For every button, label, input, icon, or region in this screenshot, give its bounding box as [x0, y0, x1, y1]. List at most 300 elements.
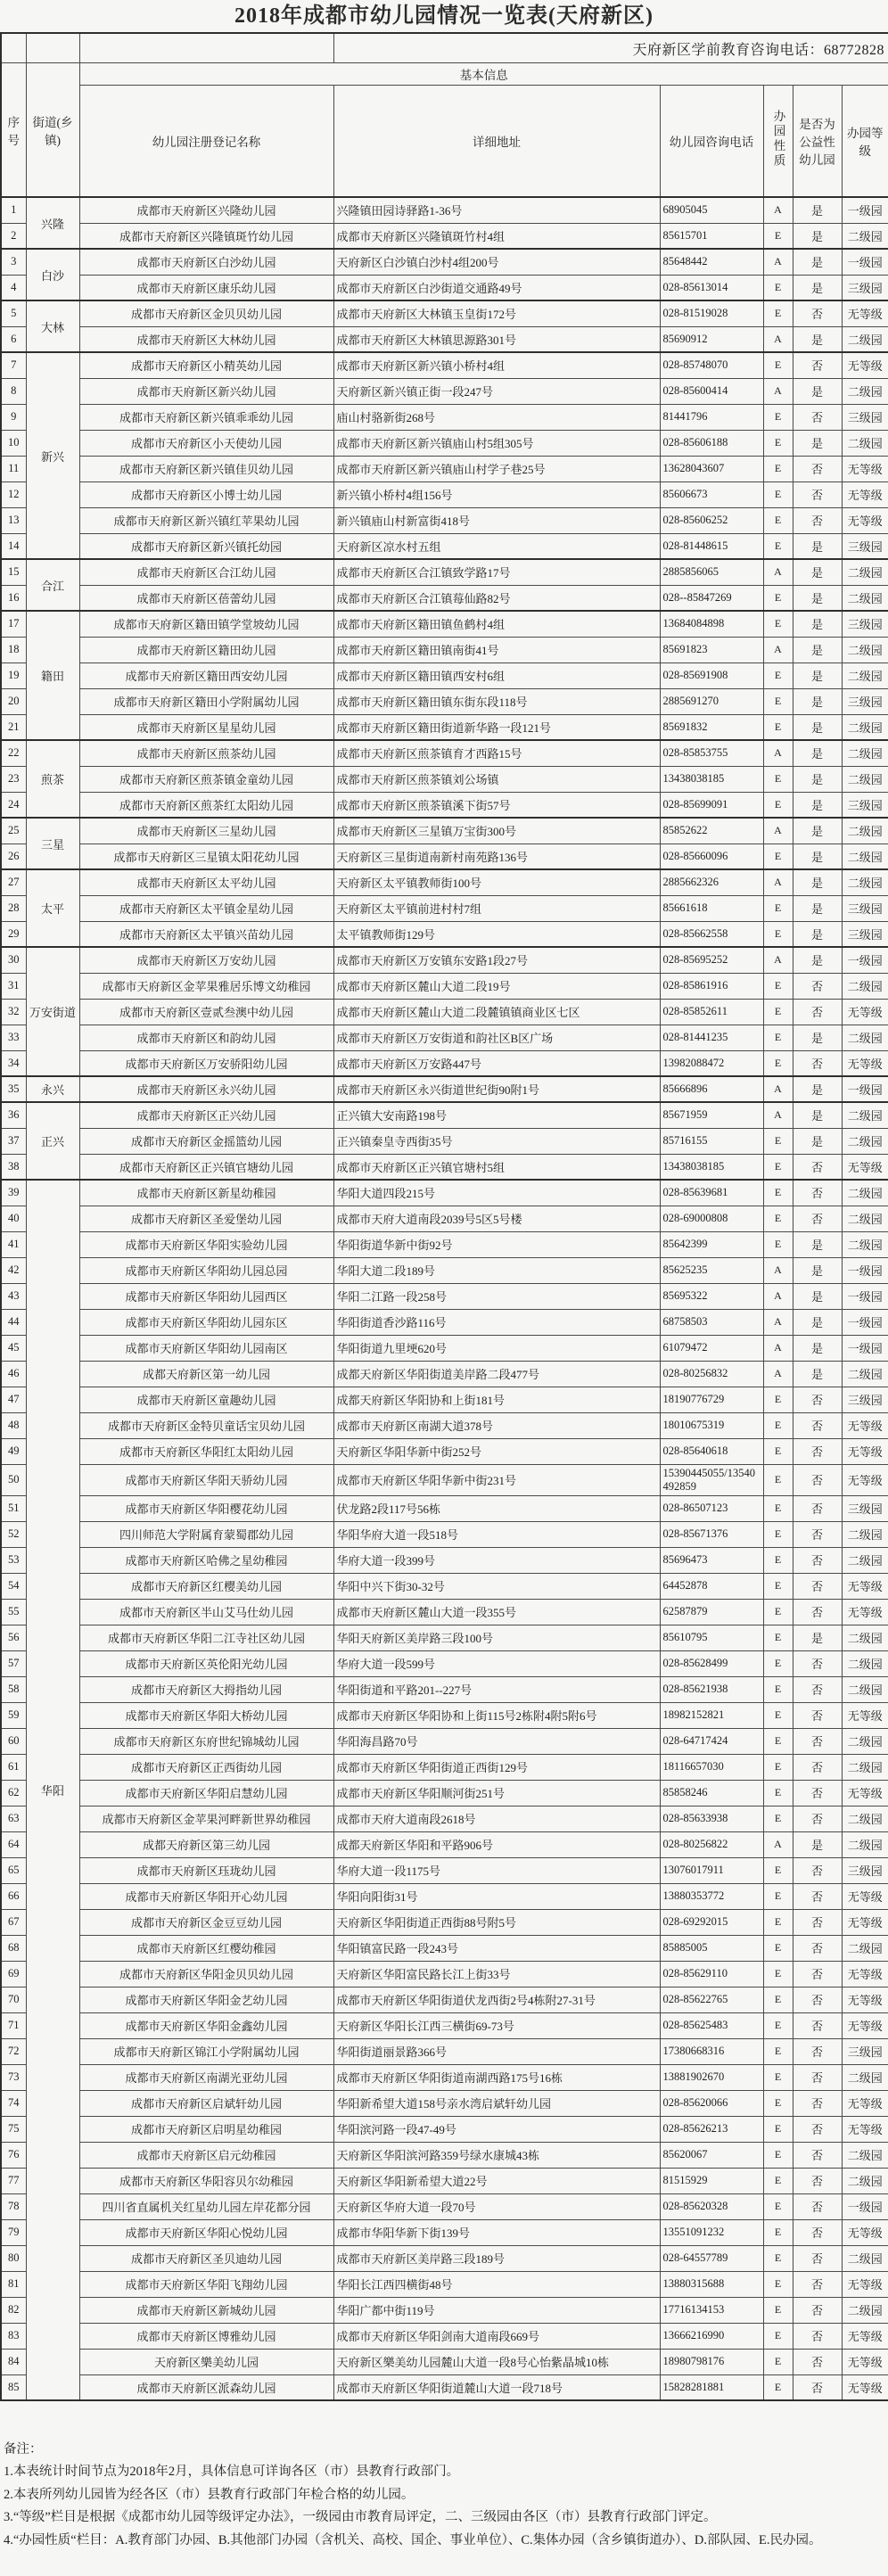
grade-cell: 二级园	[842, 637, 888, 663]
table-row	[1, 1573, 888, 1599]
public-cell: 是	[793, 378, 842, 404]
public-cell: 否	[793, 1206, 842, 1231]
name-cell: 成都市天府新区锦江小学附属幼儿园	[79, 2038, 333, 2064]
nature-cell: E	[763, 1754, 793, 1780]
grade-cell: 无等级	[842, 2349, 888, 2374]
table-row	[1, 1283, 888, 1309]
row-number-cell: 81	[1, 2271, 26, 2297]
nature-cell: A	[763, 1257, 793, 1283]
table-row	[1, 1935, 888, 1961]
public-cell: 否	[793, 2168, 842, 2193]
grade-cell: 无等级	[842, 1050, 888, 1076]
row-number-cell: 41	[1, 1231, 26, 1257]
phone-cell: 15390445055/13540492859	[660, 1464, 763, 1495]
row-number-cell: 36	[1, 1102, 26, 1128]
row-number-cell: 62	[1, 1780, 26, 1806]
name-cell: 成都市天府新区金豆豆幼儿园	[79, 1909, 333, 1935]
grade-cell: 二级园	[842, 1025, 888, 1050]
public-cell: 否	[793, 1438, 842, 1464]
table-row	[1, 249, 888, 275]
name-cell: 成都市天府新区大拇指幼儿园	[79, 1676, 333, 1702]
row-number-cell: 1	[1, 197, 26, 223]
table-row	[1, 2271, 888, 2297]
nature-cell: A	[763, 559, 793, 585]
row-number-cell: 42	[1, 1257, 26, 1283]
public-cell: 否	[793, 1412, 842, 1438]
row-number-cell: 13	[1, 507, 26, 533]
row-number-cell: 76	[1, 2142, 26, 2168]
name-cell: 成都市天府新区和韵幼儿园	[79, 1025, 333, 1050]
row-number-cell: 72	[1, 2038, 26, 2064]
address-cell: 华阳向阳街31号	[333, 1883, 660, 1909]
row-number-cell: 68	[1, 1935, 26, 1961]
address-cell: 成都市天府新区华阳街道麓山大道一段718号	[333, 2374, 660, 2400]
name-cell: 成都市天府新区太平幼儿园	[79, 869, 333, 895]
address-cell: 华阳街道丽景路366号	[333, 2038, 660, 2064]
grade-cell: 二级园	[842, 585, 888, 611]
table-row	[1, 2349, 888, 2374]
table-row	[1, 1547, 888, 1573]
address-cell: 成都市天府新区麓山大道一段355号	[333, 1599, 660, 1625]
phone-cell: 85666896	[660, 1076, 763, 1102]
section-header-basic-info: 基本信息	[79, 63, 888, 86]
name-cell: 成都市天府新区华阳金鑫幼儿园	[79, 2012, 333, 2038]
phone-cell: 18116657030	[660, 1754, 763, 1780]
row-number-cell: 63	[1, 1806, 26, 1831]
public-cell: 否	[793, 2323, 842, 2349]
table-body	[1, 197, 888, 2400]
table-row	[1, 2012, 888, 2038]
name-cell: 成都市天府新区煎茶幼儿园	[79, 740, 333, 766]
address-cell: 华府大道一段399号	[333, 1547, 660, 1573]
grade-cell: 一级园	[842, 2193, 888, 2219]
name-cell: 成都市天府新区华阳飞翔幼儿园	[79, 2271, 333, 2297]
address-cell: 成都市华阳华新下街139号	[333, 2219, 660, 2245]
header-no: 序号	[1, 63, 26, 198]
phone-cell: 13551091232	[660, 2219, 763, 2245]
nature-cell: A	[763, 947, 793, 973]
nature-cell: A	[763, 1335, 793, 1361]
grade-cell: 二级园	[842, 1206, 888, 1231]
table-row	[1, 1599, 888, 1625]
address-cell: 成都市天府新区三星镇万宝街300号	[333, 818, 660, 844]
table-row	[1, 559, 888, 585]
public-cell: 否	[793, 2012, 842, 2038]
address-cell: 天府新区樂美幼儿园麓山大道一段8号心怡紫晶城10栋	[333, 2349, 660, 2374]
row-number-cell: 34	[1, 1050, 26, 1076]
nature-cell: E	[763, 2349, 793, 2374]
public-cell: 是	[793, 688, 842, 714]
row-number-cell: 70	[1, 1987, 26, 2012]
table-row	[1, 1464, 888, 1495]
address-cell: 天府新区华阳滨河路359号绿水康城43栋	[333, 2142, 660, 2168]
address-cell: 华阳街道和平路201--227号	[333, 1676, 660, 1702]
nature-cell: E	[763, 611, 793, 637]
nature-cell: E	[763, 1050, 793, 1076]
header-public: 是否为公益性幼儿园	[793, 86, 842, 198]
phone-cell: 028-85625483	[660, 2012, 763, 2038]
grade-cell: 三级园	[842, 895, 888, 921]
name-cell: 成都市天府新区博雅幼儿园	[79, 2323, 333, 2349]
empty-cell	[26, 33, 79, 63]
name-cell: 成都市天府新区壹贰叁澳中幼儿园	[79, 999, 333, 1025]
table-row	[1, 1702, 888, 1728]
nature-cell: E	[763, 1231, 793, 1257]
nature-cell: E	[763, 352, 793, 378]
address-cell: 天府新区华阳街道正西街88号附5号	[333, 1909, 660, 1935]
phone-cell: 85691832	[660, 714, 763, 740]
public-cell: 是	[793, 895, 842, 921]
page-title: 2018年成都市幼儿园情况一览表(天府新区)	[234, 4, 654, 28]
row-number-cell: 12	[1, 481, 26, 507]
address-cell: 成都市天府新区万安镇东安路1段27号	[333, 947, 660, 973]
public-cell: 否	[793, 300, 842, 326]
nature-cell: E	[763, 1780, 793, 1806]
public-cell: 否	[793, 1676, 842, 1702]
phone-cell: 028-85640618	[660, 1438, 763, 1464]
row-number-cell: 3	[1, 249, 26, 275]
address-cell: 天府新区新兴镇正街一段247号	[333, 378, 660, 404]
nature-cell: E	[763, 2245, 793, 2271]
row-number-cell: 47	[1, 1387, 26, 1412]
table-row	[1, 1650, 888, 1676]
row-number-cell: 46	[1, 1361, 26, 1387]
public-cell: 否	[793, 1050, 842, 1076]
address-cell: 成都市天府新区籍田镇南街41号	[333, 637, 660, 663]
nature-cell: E	[763, 404, 793, 430]
public-cell: 否	[793, 507, 842, 533]
phone-cell: 18980798176	[660, 2349, 763, 2374]
name-cell: 成都市天府新区万安幼儿园	[79, 947, 333, 973]
grade-cell: 二级园	[842, 1676, 888, 1702]
public-cell: 否	[793, 2245, 842, 2271]
nature-cell: E	[763, 2168, 793, 2193]
grade-cell: 二级园	[842, 326, 888, 352]
name-cell: 成都天府新区第三幼儿园	[79, 1831, 333, 1857]
name-cell: 成都市天府新区新兴镇托幼园	[79, 533, 333, 559]
row-number-cell: 44	[1, 1309, 26, 1335]
table-row	[1, 869, 888, 895]
name-cell: 成都市天府新区金贝贝幼儿园	[79, 300, 333, 326]
name-cell: 成都市天府新区华阳容贝尔幼稚园	[79, 2168, 333, 2193]
table-row	[1, 2323, 888, 2349]
public-cell: 否	[793, 1806, 842, 1831]
name-cell: 成都市天府新区半山艾马仕幼儿园	[79, 1599, 333, 1625]
public-cell: 否	[793, 2374, 842, 2400]
grade-cell: 无等级	[842, 352, 888, 378]
table-row	[1, 1780, 888, 1806]
nature-cell: E	[763, 533, 793, 559]
public-cell: 是	[793, 275, 842, 300]
table-row	[1, 1050, 888, 1076]
address-cell: 天府新区华阳新希望大道22号	[333, 2168, 660, 2193]
note-item-2: 2.本表所列幼儿园皆为经各区（市）县教育行政部门年检合格的幼儿园。	[4, 2487, 415, 2502]
nature-cell: E	[763, 1387, 793, 1412]
name-cell: 成都市天府新区童趣幼儿园	[79, 1387, 333, 1412]
nature-cell: E	[763, 2012, 793, 2038]
public-cell: 否	[793, 352, 842, 378]
nature-cell: E	[763, 2090, 793, 2116]
row-number-cell: 18	[1, 637, 26, 663]
phone-cell: 13438038185	[660, 766, 763, 792]
public-cell: 否	[793, 456, 842, 481]
table-row	[1, 1438, 888, 1464]
row-number-cell: 59	[1, 1702, 26, 1728]
name-cell: 四川师范大学附属育蒙蜀郡幼儿园	[79, 1521, 333, 1547]
nature-cell: A	[763, 1361, 793, 1387]
public-cell: 是	[793, 559, 842, 585]
public-cell: 否	[793, 2349, 842, 2374]
row-number-cell: 73	[1, 2064, 26, 2090]
public-cell: 否	[793, 1883, 842, 1909]
address-cell: 华阳大道四段215号	[333, 1180, 660, 1206]
public-cell: 否	[793, 1180, 842, 1206]
notes-label: 备注：	[4, 2442, 43, 2457]
address-cell: 华府大道一段599号	[333, 1650, 660, 1676]
name-cell: 成都市天府新区珏珑幼儿园	[79, 1857, 333, 1883]
public-cell: 是	[793, 197, 842, 223]
table-row	[1, 1806, 888, 1831]
public-cell: 否	[793, 1495, 842, 1521]
public-cell: 否	[793, 2142, 842, 2168]
nature-cell: E	[763, 300, 793, 326]
grade-cell: 无等级	[842, 2323, 888, 2349]
nature-cell: E	[763, 1676, 793, 1702]
table-row	[1, 1625, 888, 1650]
name-cell: 成都市天府新区新星幼稚园	[79, 1180, 333, 1206]
name-cell: 成都市天府新区星星幼儿园	[79, 714, 333, 740]
public-cell: 是	[793, 637, 842, 663]
header-nature: 办园性质	[763, 86, 793, 198]
public-cell: 否	[793, 1754, 842, 1780]
grade-cell: 二级园	[842, 1361, 888, 1387]
public-cell: 是	[793, 844, 842, 869]
grade-cell: 无等级	[842, 2374, 888, 2400]
table-row	[1, 1309, 888, 1335]
row-number-cell: 56	[1, 1625, 26, 1650]
grade-cell: 三级园	[842, 921, 888, 947]
nature-cell: E	[763, 766, 793, 792]
nature-cell: E	[763, 2271, 793, 2297]
table-row	[1, 197, 888, 223]
row-number-cell: 7	[1, 352, 26, 378]
grade-cell: 二级园	[842, 2064, 888, 2090]
phone-cell: 028-85628499	[660, 1650, 763, 1676]
address-cell: 成都市天府新区籍田街道新华路一段121号	[333, 714, 660, 740]
row-number-cell: 51	[1, 1495, 26, 1521]
nature-cell: A	[763, 1283, 793, 1309]
name-cell: 成都市天府新区小博士幼儿园	[79, 481, 333, 507]
phone-cell: 85716155	[660, 1128, 763, 1154]
grade-cell: 二级园	[842, 378, 888, 404]
grade-cell: 二级园	[842, 430, 888, 456]
public-cell: 否	[793, 2193, 842, 2219]
nature-cell: E	[763, 844, 793, 869]
public-cell: 否	[793, 2064, 842, 2090]
row-number-cell: 45	[1, 1335, 26, 1361]
address-cell: 太平镇教师街129号	[333, 921, 660, 947]
grade-cell: 无等级	[842, 456, 888, 481]
name-cell: 成都市天府新区启明星幼稚园	[79, 2116, 333, 2142]
table-row	[1, 430, 888, 456]
public-cell: 是	[793, 1231, 842, 1257]
address-cell: 成都市天府新区华阳街道南湖西路175号16栋	[333, 2064, 660, 2090]
nature-cell: A	[763, 1076, 793, 1102]
grade-cell: 无等级	[842, 2219, 888, 2245]
row-number-cell: 39	[1, 1180, 26, 1206]
phone-cell: 028-80256822	[660, 1831, 763, 1857]
grade-cell: 一级园	[842, 1076, 888, 1102]
nature-cell: E	[763, 1412, 793, 1438]
public-cell: 是	[793, 921, 842, 947]
phone-cell: 85852622	[660, 818, 763, 844]
phone-cell: 13880353772	[660, 1883, 763, 1909]
name-cell: 成都市天府新区新兴镇红苹果幼儿园	[79, 507, 333, 533]
public-cell: 是	[793, 714, 842, 740]
public-cell: 否	[793, 2116, 842, 2142]
table-row	[1, 2142, 888, 2168]
grade-cell: 一级园	[842, 1309, 888, 1335]
public-cell: 是	[793, 611, 842, 637]
row-number-cell: 33	[1, 1025, 26, 1050]
row-number-cell: 37	[1, 1128, 26, 1154]
public-cell: 否	[793, 1387, 842, 1412]
table-row	[1, 1025, 888, 1050]
grade-cell: 无等级	[842, 2090, 888, 2116]
public-cell: 否	[793, 1650, 842, 1676]
street-cell: 白沙	[26, 249, 79, 300]
phone-cell: 028-85671376	[660, 1521, 763, 1547]
nature-cell: E	[763, 456, 793, 481]
name-cell: 成都市天府新区启元幼稚园	[79, 2142, 333, 2168]
table-row	[1, 895, 888, 921]
nature-cell: A	[763, 1309, 793, 1335]
grade-cell: 无等级	[842, 1438, 888, 1464]
phone-cell: 028-81441235	[660, 1025, 763, 1050]
nature-cell: E	[763, 1625, 793, 1650]
phone-cell: 13684084898	[660, 611, 763, 637]
nature-cell: A	[763, 249, 793, 275]
consult-phone-line: 天府新区学前教育咨询电话：68772828	[333, 33, 888, 63]
section-header-row	[1, 63, 888, 86]
table-row	[1, 1909, 888, 1935]
phone-cell: 028-85629110	[660, 1961, 763, 1987]
table-row	[1, 2374, 888, 2400]
phone-cell: 85885005	[660, 1935, 763, 1961]
phone-cell: 13880315688	[660, 2271, 763, 2297]
phone-cell: 85642399	[660, 1231, 763, 1257]
address-cell: 正兴镇秦皇寺西街35号	[333, 1128, 660, 1154]
grade-cell: 二级园	[842, 1625, 888, 1650]
name-cell: 成都市天府新区红樱幼稚园	[79, 1935, 333, 1961]
table-row	[1, 2219, 888, 2245]
table-row	[1, 1754, 888, 1780]
street-cell: 籍田	[26, 611, 79, 740]
row-number-cell: 57	[1, 1650, 26, 1676]
grade-cell: 二级园	[842, 663, 888, 688]
street-cell: 三星	[26, 818, 79, 869]
phone-cell: 028-86507123	[660, 1495, 763, 1521]
address-cell: 成都市天府新区华阳协和上街115号2栋附4附5附6号	[333, 1702, 660, 1728]
nature-cell: E	[763, 507, 793, 533]
row-number-cell: 69	[1, 1961, 26, 1987]
phone-cell: 2885691270	[660, 688, 763, 714]
name-cell: 成都市天府新区启斌轩幼儿园	[79, 2090, 333, 2116]
name-cell: 成都市天府新区正兴幼儿园	[79, 1102, 333, 1128]
public-cell: 是	[793, 1076, 842, 1102]
nature-cell: E	[763, 585, 793, 611]
grade-cell: 二级园	[842, 818, 888, 844]
name-cell: 成都市天府新区华阳二江寺社区幼儿园	[79, 1625, 333, 1650]
row-number-cell: 17	[1, 611, 26, 637]
address-cell: 天府新区白沙镇白沙村4组200号	[333, 249, 660, 275]
grade-cell: 二级园	[842, 973, 888, 999]
header-street: 街道(乡镇)	[26, 63, 79, 198]
public-cell: 否	[793, 1573, 842, 1599]
nature-cell: E	[763, 1495, 793, 1521]
row-number-cell: 2	[1, 223, 26, 249]
row-number-cell: 83	[1, 2323, 26, 2349]
table-row	[1, 507, 888, 533]
street-cell: 万安街道	[26, 947, 79, 1076]
address-cell: 成都市天府新区永兴街道世纪街90附1号	[333, 1076, 660, 1102]
header-grade: 办园等级	[842, 86, 888, 198]
table-row	[1, 1206, 888, 1231]
table-row	[1, 1361, 888, 1387]
name-cell: 成都市天府新区南湖光亚幼儿园	[79, 2064, 333, 2090]
name-cell: 成都市天府新区华阳心悦幼儿园	[79, 2219, 333, 2245]
name-cell: 成都市天府新区新兴镇乖乖幼儿园	[79, 404, 333, 430]
grade-cell: 三级园	[842, 688, 888, 714]
address-cell: 华阳二江路一段258号	[333, 1283, 660, 1309]
public-cell: 是	[793, 766, 842, 792]
name-cell: 成都市天府新区圣爱堡幼儿园	[79, 1206, 333, 1231]
phone-cell: 15828281881	[660, 2374, 763, 2400]
grade-cell: 无等级	[842, 1883, 888, 1909]
name-cell: 成都市天府新区圣贝迪幼儿园	[79, 2245, 333, 2271]
row-number-cell: 23	[1, 766, 26, 792]
grade-cell: 二级园	[842, 559, 888, 585]
phone-cell: 81441796	[660, 404, 763, 430]
nature-cell: E	[763, 1883, 793, 1909]
nature-cell: E	[763, 1154, 793, 1180]
address-cell: 成都市天府新区大林镇玉皇街172号	[333, 300, 660, 326]
phone-cell: 028-69000808	[660, 1206, 763, 1231]
nature-cell: E	[763, 1935, 793, 1961]
nature-cell: E	[763, 2116, 793, 2142]
row-number-cell: 24	[1, 792, 26, 818]
table-row	[1, 637, 888, 663]
row-number-cell: 43	[1, 1283, 26, 1309]
table-row	[1, 2090, 888, 2116]
name-cell: 成都市天府新区华阳大桥幼儿园	[79, 1702, 333, 1728]
grade-cell: 二级园	[842, 844, 888, 869]
table-row	[1, 844, 888, 869]
address-cell: 成都市天府新区籍田镇东街东段118号	[333, 688, 660, 714]
name-cell: 成都天府新区第一幼儿园	[79, 1361, 333, 1387]
phone-cell: 81515929	[660, 2168, 763, 2193]
name-cell: 成都市天府新区华阳金贝贝幼儿园	[79, 1961, 333, 1987]
phone-cell: 028-85691908	[660, 663, 763, 688]
name-cell: 成都市天府新区华阳幼儿园南区	[79, 1335, 333, 1361]
grade-cell: 无等级	[842, 1154, 888, 1180]
phone-cell: 028-64557789	[660, 2245, 763, 2271]
header-phone: 幼儿园咨询电话	[660, 86, 763, 198]
nature-cell: E	[763, 1521, 793, 1547]
name-cell: 四川省直属机关红星幼儿园左岸花都分园	[79, 2193, 333, 2219]
nature-cell: E	[763, 2038, 793, 2064]
address-cell: 成都市天府新区万安街道和韵社区B区广场	[333, 1025, 660, 1050]
